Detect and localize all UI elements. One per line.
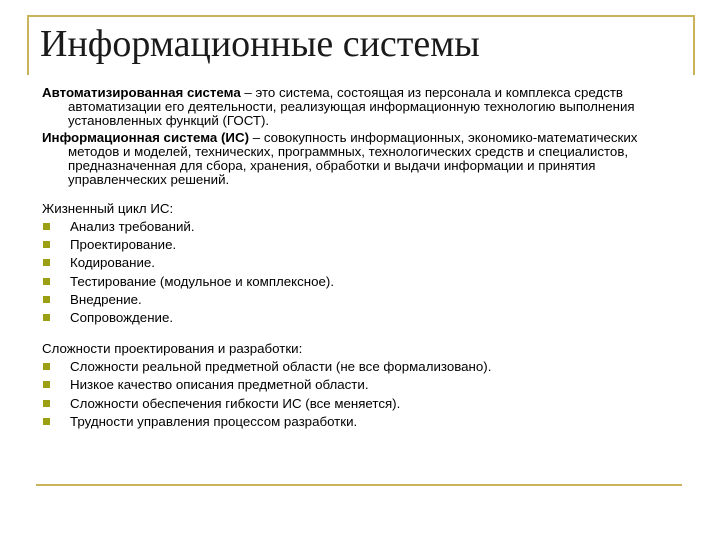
lifecycle-heading: Жизненный цикл ИС: — [42, 201, 174, 216]
frame-left-line — [27, 15, 29, 75]
list-item — [42, 309, 692, 327]
definition-text: – это система, состоящая из персонала и комплекса средств автоматизации его деятельности, реализующая информационную технологию выполнения установленных функций (ГОСТ). — [68, 85, 635, 128]
difficulties-list — [42, 358, 692, 431]
list-item — [42, 395, 692, 413]
list-item-text: Кодирование. — [70, 255, 155, 271]
list-item-text: Анализ требований. — [70, 219, 195, 234]
slide-body — [42, 86, 692, 431]
square-bullet-icon — [43, 314, 50, 321]
lifecycle-list — [42, 218, 692, 327]
square-bullet-icon — [43, 296, 50, 303]
list-item-text: Тестирование (модульное и комплексное). — [70, 273, 335, 289]
square-bullet-icon — [43, 381, 50, 388]
list-item — [42, 413, 692, 431]
list-item — [42, 236, 692, 254]
square-bullet-icon — [43, 400, 50, 407]
definition-information-system — [42, 131, 692, 187]
definition-term: Автоматизированная система — [42, 85, 241, 100]
square-bullet-icon — [43, 278, 50, 285]
frame-top-line — [27, 15, 695, 17]
list-item — [42, 358, 692, 376]
square-bullet-icon — [43, 241, 50, 248]
list-item-text: Сложности обеспечения гибкости ИС (все меняется). — [70, 395, 401, 411]
list-item — [42, 291, 692, 309]
list-item-text: Сложности реальной предметной области (не все формализовано). — [70, 359, 492, 375]
definition-automated-system — [42, 86, 692, 128]
list-item-text: Внедрение. — [70, 291, 142, 307]
difficulties-heading: Сложности проектирования и разработки: — [42, 341, 303, 357]
list-item — [42, 376, 692, 394]
list-item-text: Проектирование. — [70, 237, 177, 253]
square-bullet-icon — [43, 418, 50, 425]
square-bullet-icon — [43, 259, 50, 266]
list-item-text: Сопровождение. — [70, 310, 174, 326]
list-item — [42, 254, 692, 272]
list-item — [42, 273, 692, 291]
list-item-text: Трудности управления процессом разработки. — [70, 413, 358, 429]
square-bullet-icon — [43, 223, 50, 230]
slide-title: Информационные системы — [40, 23, 480, 65]
frame-bottom-line — [36, 484, 682, 486]
definition-text: – совокупность информационных, экономико-математических методов и моделей, технических, программных, технологических средств и специалистов, предназначенная для сбора, хранения, обработки и выдачи информации и принятия управленческих решений. — [68, 130, 638, 187]
square-bullet-icon — [43, 363, 50, 370]
frame-right-line — [693, 15, 695, 75]
list-item — [42, 218, 692, 236]
list-item-text: Низкое качество описания предметной области. — [70, 377, 369, 393]
definition-term: Информационная система (ИС) — [42, 130, 250, 145]
